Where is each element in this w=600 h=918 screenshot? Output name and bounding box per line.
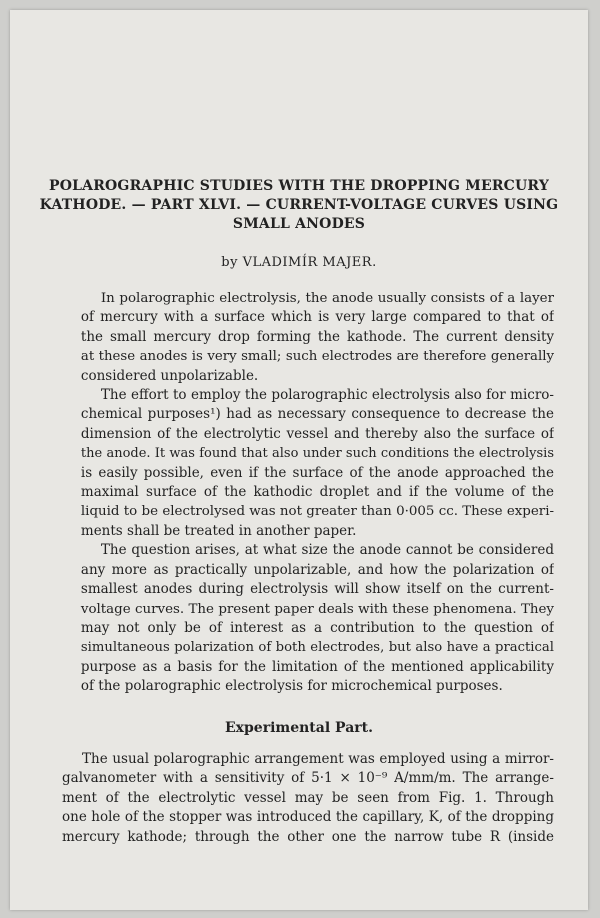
- text-line: galvanometer with a sensitivity of 5·1 × 10⁻⁹ A/mm/m. The arrange-: [62, 770, 554, 787]
- text-line: may not only be of interest as a contribution to the question of: [80, 619, 554, 636]
- author-byline: by VLADIMÍR MAJER.: [221, 255, 377, 270]
- text-line: of the polarographic electrolysis for microchemical purposes.: [80, 678, 503, 695]
- text-line: one hole of the stopper was introduced the capillary, K, of the dropping: [62, 809, 554, 826]
- text-line: maximal surface of the kathodic droplet and if the volume of the: [80, 484, 554, 501]
- text-line: the anode. It was found that also under such conditions the electrolysis: [80, 446, 554, 462]
- section-heading: Experimental Part.: [225, 720, 373, 736]
- text-line: ment of the electrolytic vessel may be seen from Fig. 1. Through: [62, 789, 554, 806]
- paragraph-2: [62, 386, 554, 541]
- text-line: liquid to be electrolysed was not greater than 0·005 cc. These experi-: [80, 504, 554, 520]
- text-line: The question arises, at what size the anode cannot be considered: [100, 542, 554, 559]
- text-line: mercury kathode; through the other one the narrow tube R (inside: [62, 828, 554, 845]
- text-line: ments shall be treated in another paper.: [80, 522, 357, 539]
- title-line: KATHODE. — PART XLVI. — CURRENT-VOLTAGE CURVES USING: [39, 197, 559, 213]
- text-line: smallest anodes during electrolysis will show itself on the current-: [80, 581, 554, 598]
- text-line: simultaneous polarization of both electrodes, but also have a practical: [80, 640, 554, 656]
- text-line: The usual polarographic arrangement was employed using a mirror-: [82, 751, 554, 767]
- text-line: considered unpolarizable.: [80, 367, 259, 384]
- text-line: voltage curves. The present paper deals with these phenomena. They: [80, 601, 554, 617]
- text-line: chemical purposes¹) had as necessary consequence to decrease the: [80, 406, 554, 423]
- text-line: purpose as a basis for the limitation of the mentioned applicability: [80, 658, 554, 675]
- document-page: [10, 10, 588, 910]
- text-line: the small mercury drop forming the kathode. The current density: [80, 328, 554, 345]
- paragraph-3: [62, 541, 554, 696]
- experimental-body: [62, 750, 554, 847]
- text-line: is easily possible, even if the surface of the anode approached the: [80, 464, 554, 481]
- title-line: SMALL ANODES: [232, 216, 366, 232]
- paragraph-1: [62, 289, 554, 386]
- text-line: In polarographic electrolysis, the anode usually consists of a layer: [100, 291, 554, 306]
- article-title: [30, 177, 568, 234]
- text-line: at these anodes is very small; such electrodes are therefore generally: [80, 349, 554, 365]
- text-line: of mercury with a surface which is very large compared to that of: [80, 309, 554, 326]
- title-line: POLAROGRAPHIC STUDIES WITH THE DROPPING MERCURY: [48, 178, 550, 194]
- text-line: dimension of the electrolytic vessel and thereby also the surface of: [80, 425, 554, 442]
- text-line: any more as practically unpolarizable, and how the polarization of: [80, 561, 554, 578]
- text-line: The effort to employ the polarographic electrolysis also for micro-: [100, 387, 554, 404]
- intro-body: [62, 289, 554, 697]
